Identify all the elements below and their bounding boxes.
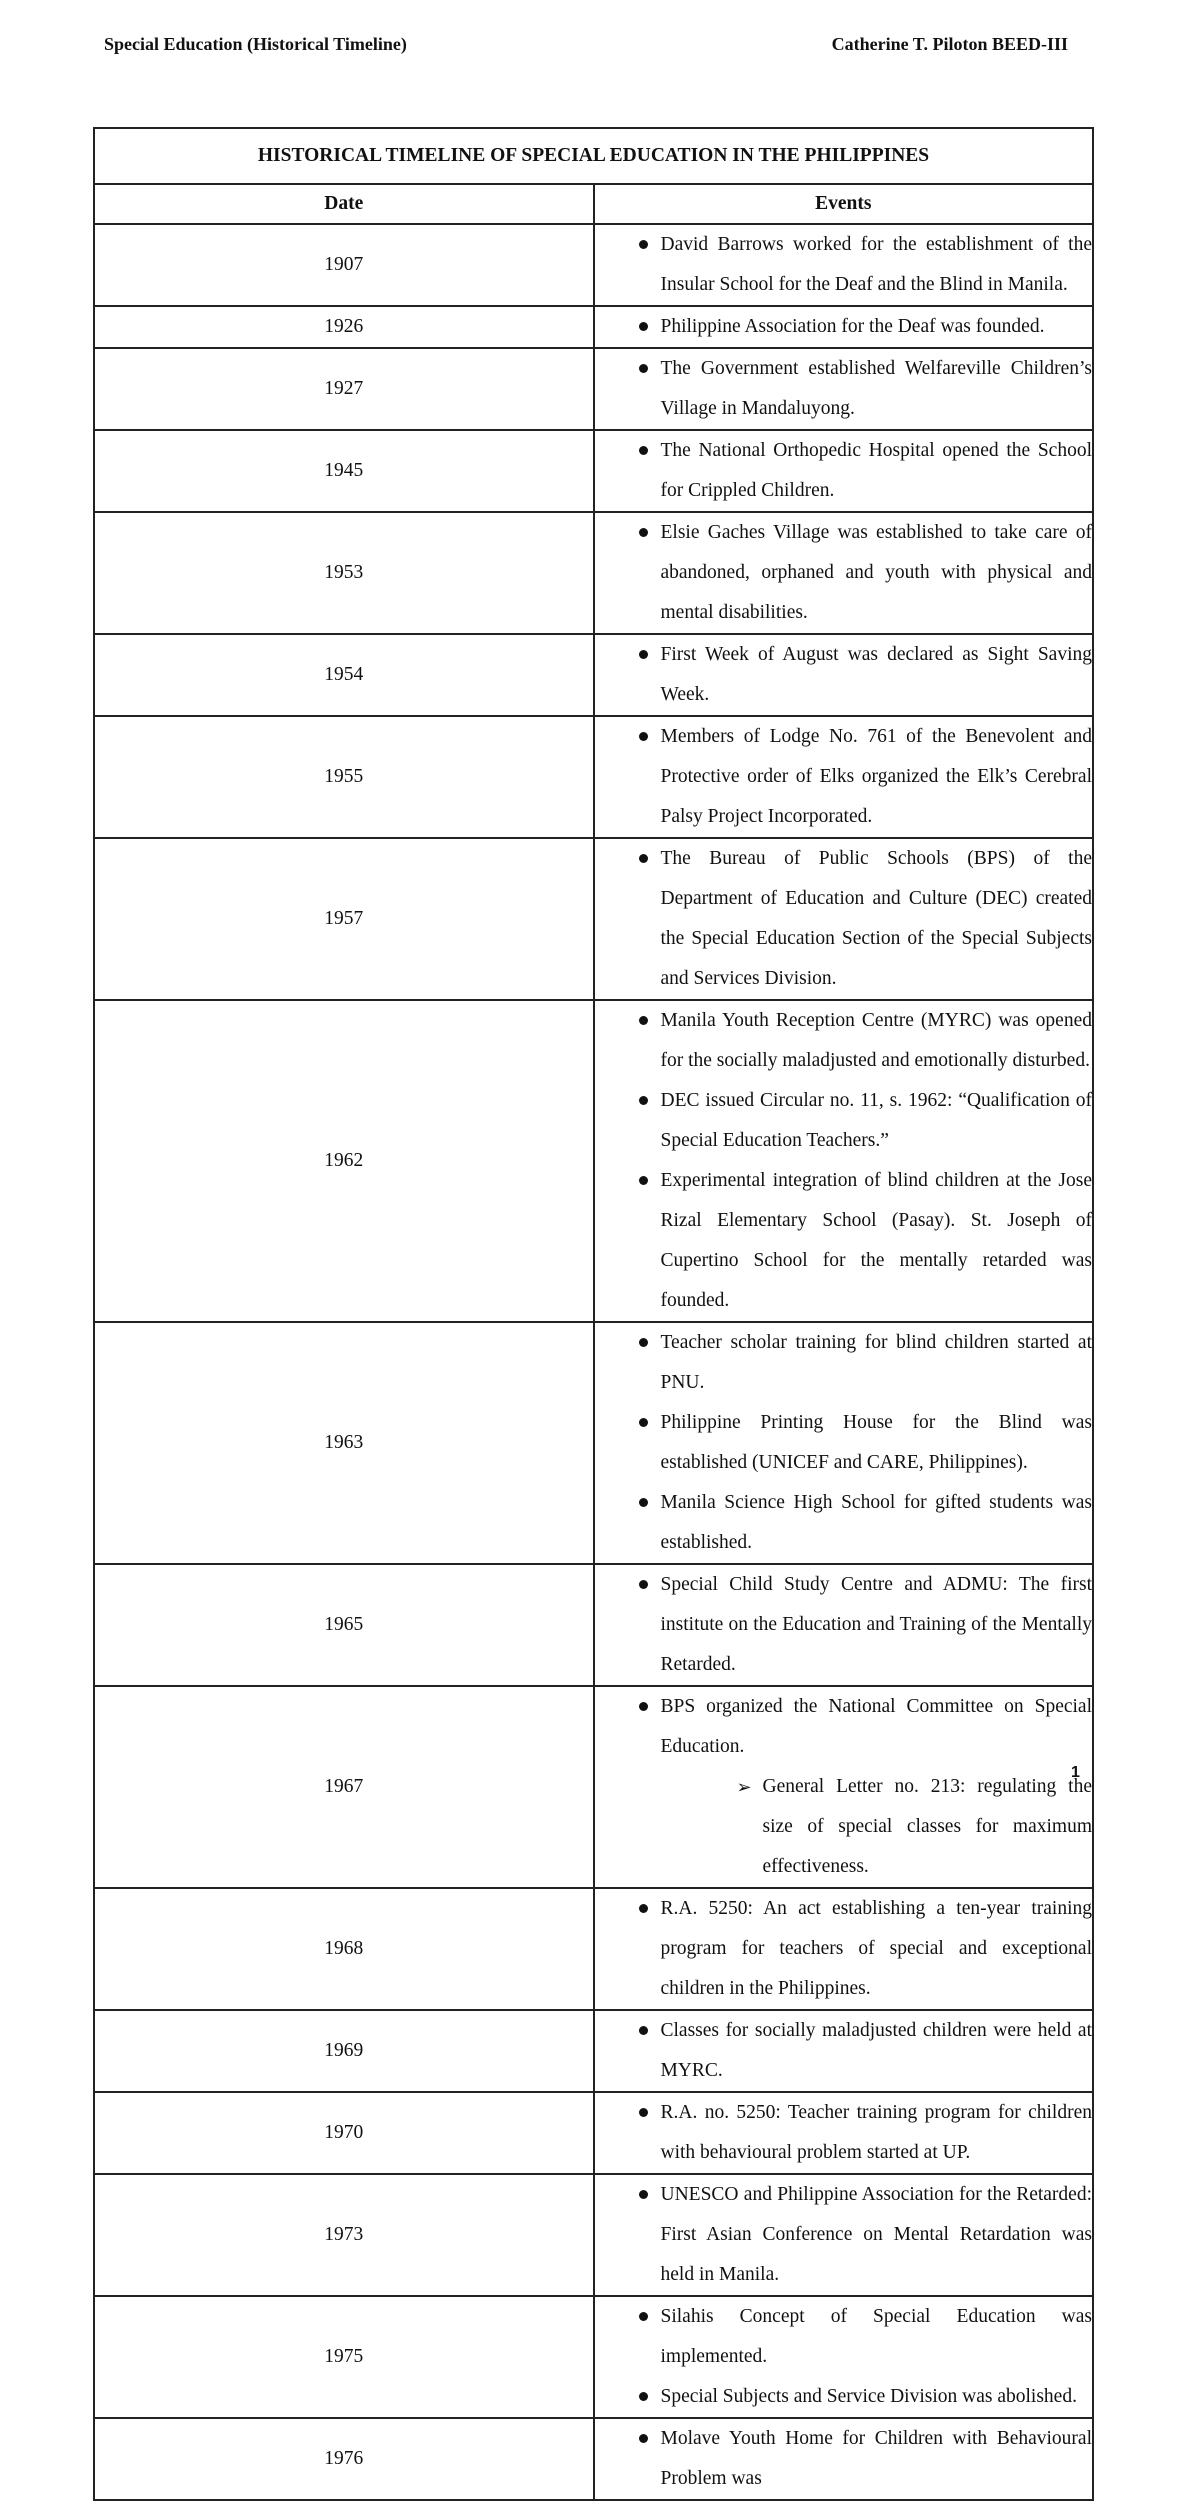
event-list <box>595 2419 1093 2499</box>
bullet-icon <box>639 732 648 741</box>
event-text: R.A. 5250: An act establishing a ten-year training program for teachers of special and exceptional children in the Philippines. <box>660 1898 1092 1999</box>
event-list <box>595 1001 1093 1321</box>
table-title: HISTORICAL TIMELINE OF SPECIAL EDUCATION IN THE PHILIPPINES <box>94 128 1093 184</box>
bullet-icon <box>639 2392 648 2401</box>
bullet-icon <box>639 2312 648 2321</box>
row-date: 1968 <box>94 1888 594 2010</box>
table-row <box>94 2092 1093 2174</box>
table-row <box>94 224 1093 306</box>
table-row <box>94 1564 1093 1686</box>
row-date: 1927 <box>94 348 594 430</box>
row-events <box>594 2174 1094 2296</box>
event-list <box>595 1323 1093 1563</box>
row-events <box>594 1322 1094 1564</box>
row-events <box>594 306 1094 348</box>
event-list <box>595 431 1093 511</box>
event-item <box>595 1161 1093 1321</box>
event-item <box>595 1081 1093 1161</box>
bullet-icon <box>639 1338 648 1347</box>
event-list <box>595 1565 1093 1685</box>
row-events <box>594 430 1094 512</box>
bullet-icon <box>639 446 648 455</box>
event-text: Special Subjects and Service Division was abolished. <box>660 2386 1077 2407</box>
column-header-events: Events <box>594 184 1094 224</box>
row-date: 1976 <box>94 2418 594 2500</box>
event-text: UNESCO and Philippine Association for the Retarded: First Asian Conference on Mental Retardation was held in Manila. <box>660 2184 1092 2285</box>
table-row <box>94 512 1093 634</box>
event-item <box>595 431 1093 511</box>
bullet-icon <box>639 322 648 331</box>
row-events <box>594 1686 1094 1888</box>
event-item <box>595 349 1093 429</box>
row-date: 1970 <box>94 2092 594 2174</box>
event-list <box>595 349 1093 429</box>
event-item <box>595 2011 1093 2091</box>
event-text: Classes for socially maladjusted children were held at MYRC. <box>660 2020 1092 2081</box>
event-text: Teacher scholar training for blind children started at PNU. <box>660 1332 1092 1393</box>
row-events <box>594 2010 1094 2092</box>
row-date: 1967 <box>94 1686 594 1888</box>
row-events <box>594 2418 1094 2500</box>
row-date: 1962 <box>94 1000 594 1322</box>
table-row <box>94 716 1093 838</box>
header-author: Catherine T. Piloton BEED-III <box>831 34 1068 54</box>
event-list <box>595 225 1093 305</box>
row-date: 1969 <box>94 2010 594 2092</box>
event-text: Manila Science High School for gifted students was established. <box>660 1492 1092 1553</box>
bullet-icon <box>639 1498 648 1507</box>
event-item <box>595 1889 1093 2009</box>
row-events <box>594 634 1094 716</box>
event-text: Members of Lodge No. 761 of the Benevolent and Protective order of Elks organized the Elk’s Cerebral Palsy Project Incorporated. <box>660 726 1092 827</box>
table-row <box>94 634 1093 716</box>
row-date: 1955 <box>94 716 594 838</box>
event-list <box>595 2093 1093 2173</box>
bullet-icon <box>639 1016 648 1025</box>
event-list <box>595 2011 1093 2091</box>
event-item <box>595 839 1093 999</box>
bullet-icon <box>639 650 648 659</box>
event-text: Silahis Concept of Special Education was implemented. <box>660 2306 1092 2367</box>
bullet-icon <box>639 1418 648 1427</box>
table-body <box>94 224 1093 2500</box>
bullet-icon <box>639 2108 648 2117</box>
event-list <box>595 2297 1093 2417</box>
row-events <box>594 1888 1094 2010</box>
event-text: The Government established Welfareville Children’s Village in Mandaluyong. <box>660 358 1092 419</box>
table-row <box>94 430 1093 512</box>
row-date: 1963 <box>94 1322 594 1564</box>
row-events <box>594 838 1094 1000</box>
table-row <box>94 2418 1093 2500</box>
bullet-icon <box>639 240 648 249</box>
table-row <box>94 1686 1093 1888</box>
event-item <box>595 307 1093 347</box>
event-text: DEC issued Circular no. 11, s. 1962: “Qualification of Special Education Teachers.” <box>660 1090 1092 1151</box>
event-item <box>595 1001 1093 1081</box>
event-text: Manila Youth Reception Centre (MYRC) was opened for the socially maladjusted and emotionally disturbed. <box>660 1010 1092 1071</box>
event-list <box>595 513 1093 633</box>
event-text: David Barrows worked for the establishment of the Insular School for the Deaf and the Blind in Manila. <box>660 234 1092 295</box>
row-events <box>594 1564 1094 1686</box>
row-date: 1954 <box>94 634 594 716</box>
event-list <box>595 839 1093 999</box>
table-row <box>94 838 1093 1000</box>
bullet-icon <box>639 2190 648 2199</box>
event-list <box>595 717 1093 837</box>
row-date: 1973 <box>94 2174 594 2296</box>
event-item <box>595 2297 1093 2377</box>
event-item <box>595 2377 1093 2417</box>
event-text: Special Child Study Centre and ADMU: The first institute on the Education and Training of the Mentally Retarded. <box>660 1574 1092 1675</box>
row-date: 1945 <box>94 430 594 512</box>
event-item <box>595 1687 1093 1767</box>
arrow-bullet-icon: ➢ <box>736 1777 752 1797</box>
event-text: Philippine Printing House for the Blind was established (UNICEF and CARE, Philippines). <box>660 1412 1092 1473</box>
event-item <box>595 2093 1093 2173</box>
table-row <box>94 1322 1093 1564</box>
event-text: Experimental integration of blind children at the Jose Rizal Elementary School (Pasay). St. Joseph of Cupertino School for the mentally retarded was founded. <box>660 1170 1092 1311</box>
bullet-icon <box>639 1580 648 1589</box>
row-events <box>594 512 1094 634</box>
event-text: The Bureau of Public Schools (BPS) of the Department of Education and Culture (DEC) created the Special Education Section of the Special Subjects and Services Division. <box>660 848 1092 989</box>
row-date: 1953 <box>94 512 594 634</box>
table-row <box>94 1000 1093 1322</box>
event-text: BPS organized the National Committee on Special Education. <box>660 1696 1092 1757</box>
table-row <box>94 1888 1093 2010</box>
bullet-icon <box>639 364 648 373</box>
event-item <box>595 717 1093 837</box>
bullet-icon <box>639 1176 648 1185</box>
event-item <box>595 1403 1093 1483</box>
event-item <box>595 225 1093 305</box>
event-item <box>595 1323 1093 1403</box>
event-list <box>595 2175 1093 2295</box>
header-doc-title: Special Education (Historical Timeline) <box>104 34 407 54</box>
event-list <box>595 1687 1093 1887</box>
table-row <box>94 306 1093 348</box>
row-date: 1926 <box>94 306 594 348</box>
row-date: 1975 <box>94 2296 594 2418</box>
event-item <box>595 1565 1093 1685</box>
event-item <box>595 2419 1093 2499</box>
bullet-icon <box>639 528 648 537</box>
table-row <box>94 2174 1093 2296</box>
sub-event-item <box>595 1767 1093 1887</box>
event-item <box>595 513 1093 633</box>
event-text: First Week of August was declared as Sight Saving Week. <box>660 644 1092 705</box>
table-row <box>94 2296 1093 2418</box>
row-date: 1957 <box>94 838 594 1000</box>
table-row <box>94 348 1093 430</box>
event-text: R.A. no. 5250: Teacher training program for children with behavioural problem started at UP. <box>660 2102 1092 2163</box>
event-item <box>595 2175 1093 2295</box>
event-item <box>595 1483 1093 1563</box>
table-row <box>94 2010 1093 2092</box>
event-text: Molave Youth Home for Children with Behavioural Problem was <box>660 2428 1092 2489</box>
event-list <box>595 307 1093 347</box>
row-events <box>594 348 1094 430</box>
row-date: 1907 <box>94 224 594 306</box>
event-list <box>595 1889 1093 2009</box>
bullet-icon <box>639 1096 648 1105</box>
row-date: 1965 <box>94 1564 594 1686</box>
timeline-table <box>93 127 1094 2501</box>
bullet-icon <box>639 2434 648 2443</box>
event-text: The National Orthopedic Hospital opened the School for Crippled Children. <box>660 440 1092 501</box>
event-text: Elsie Gaches Village was established to take care of abandoned, orphaned and youth with physical and mental disabilities. <box>660 522 1092 623</box>
event-list <box>595 635 1093 715</box>
row-events <box>594 2296 1094 2418</box>
bullet-icon <box>639 1702 648 1711</box>
bullet-icon <box>639 2026 648 2035</box>
event-item <box>595 635 1093 715</box>
bullet-icon <box>639 1904 648 1913</box>
row-events <box>594 2092 1094 2174</box>
table-header-row <box>94 184 1093 224</box>
sub-event-text: General Letter no. 213: regulating the size of special classes for maximum effectiveness. <box>762 1776 1092 1877</box>
row-events <box>594 224 1094 306</box>
bullet-icon <box>639 854 648 863</box>
page-number: 1 <box>1071 1764 1080 1781</box>
column-header-date: Date <box>94 184 594 224</box>
table-title-row <box>94 128 1093 184</box>
row-events <box>594 716 1094 838</box>
row-events <box>594 1000 1094 1322</box>
event-text: Philippine Association for the Deaf was founded. <box>660 316 1045 337</box>
